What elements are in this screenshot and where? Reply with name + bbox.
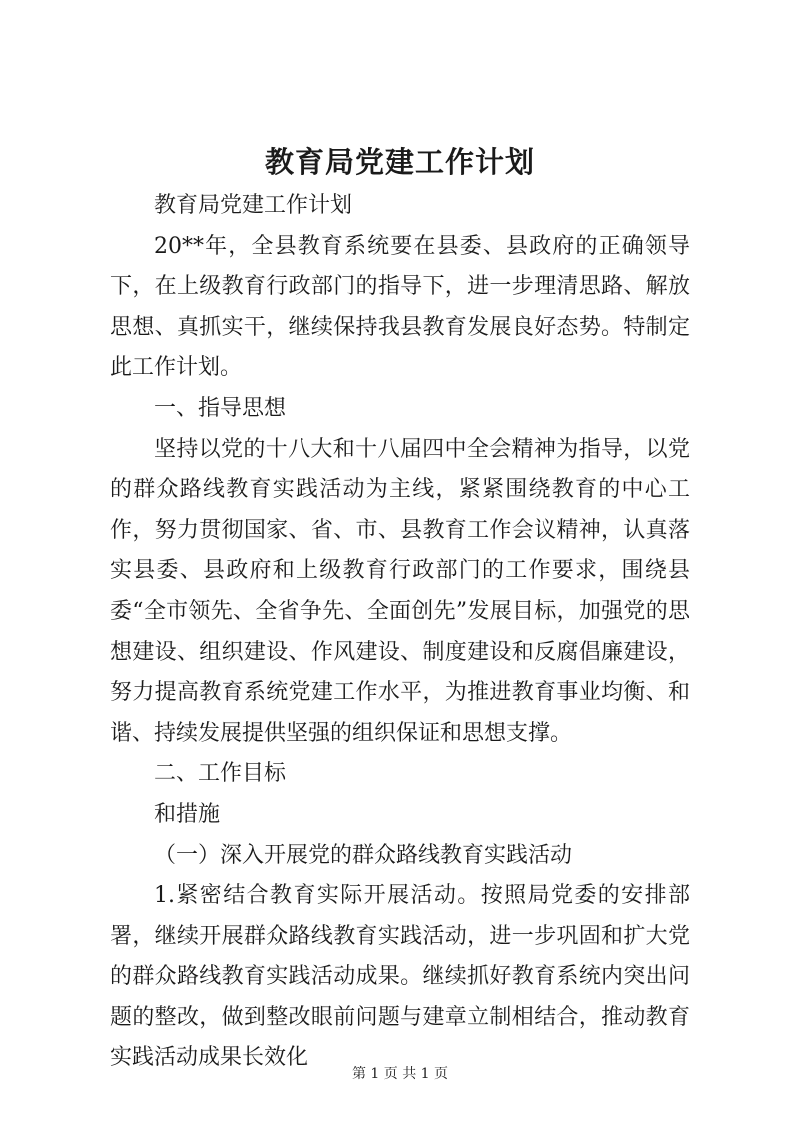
document-body: [110, 186, 690, 1079]
page-footer: 第 1 页 共 1 页: [351, 1066, 449, 1082]
section-heading-work-goals: 二、工作目标: [154, 761, 287, 787]
document-title: 教育局党建工作计划: [264, 145, 535, 179]
guiding-ideology-paragraph: 坚持以党的十八大和十八届四中全会精神为指导，以党的群众路线教育实践活动为主线，紧紧围绕教育的中心工作，努力贯彻国家、省、市、县教育工作会议精神，认真落实县委、县政府和上级教育行政部门的工作要求，围绕县委“全市领先、全省争先、全面创先”发展目标，加强党的思想建设、组织建设、作风建设、制度建设和反腐倡廉建设，努力提高教育系统党建工作水平，为推进教育事业均衡、和谐、持续发展提供坚强的组织保证和思想支撑。: [110, 436, 690, 746]
intro-paragraph: 20**年，全县教育系统要在县委、县政府的正确领导下，在上级教育行政部门的指导下，进一步理清思路、解放思想、真抓实干，继续保持我县教育发展良好态势。特制定此工作计划。: [110, 233, 690, 381]
item-1-paragraph: 1.紧密结合教育实际开展活动。按照局党委的安排部署，继续开展群众路线教育实践活动，进一步巩固和扩大党的群众路线教育实践活动成果。继续抓好教育系统内突出问题的整改，做到整改眼前问题与建章立制相结合，推动教育实践活动成果长效化: [110, 883, 690, 1071]
subtitle-paragraph: 教育局党建工作计划: [154, 193, 353, 218]
section-heading-measures: 和措施: [154, 801, 221, 827]
section-heading-guiding-ideology: 一、指导思想: [154, 395, 287, 421]
subsection-heading-mass-line: （一）深入开展党的群众路线教育实践活动: [154, 842, 573, 868]
